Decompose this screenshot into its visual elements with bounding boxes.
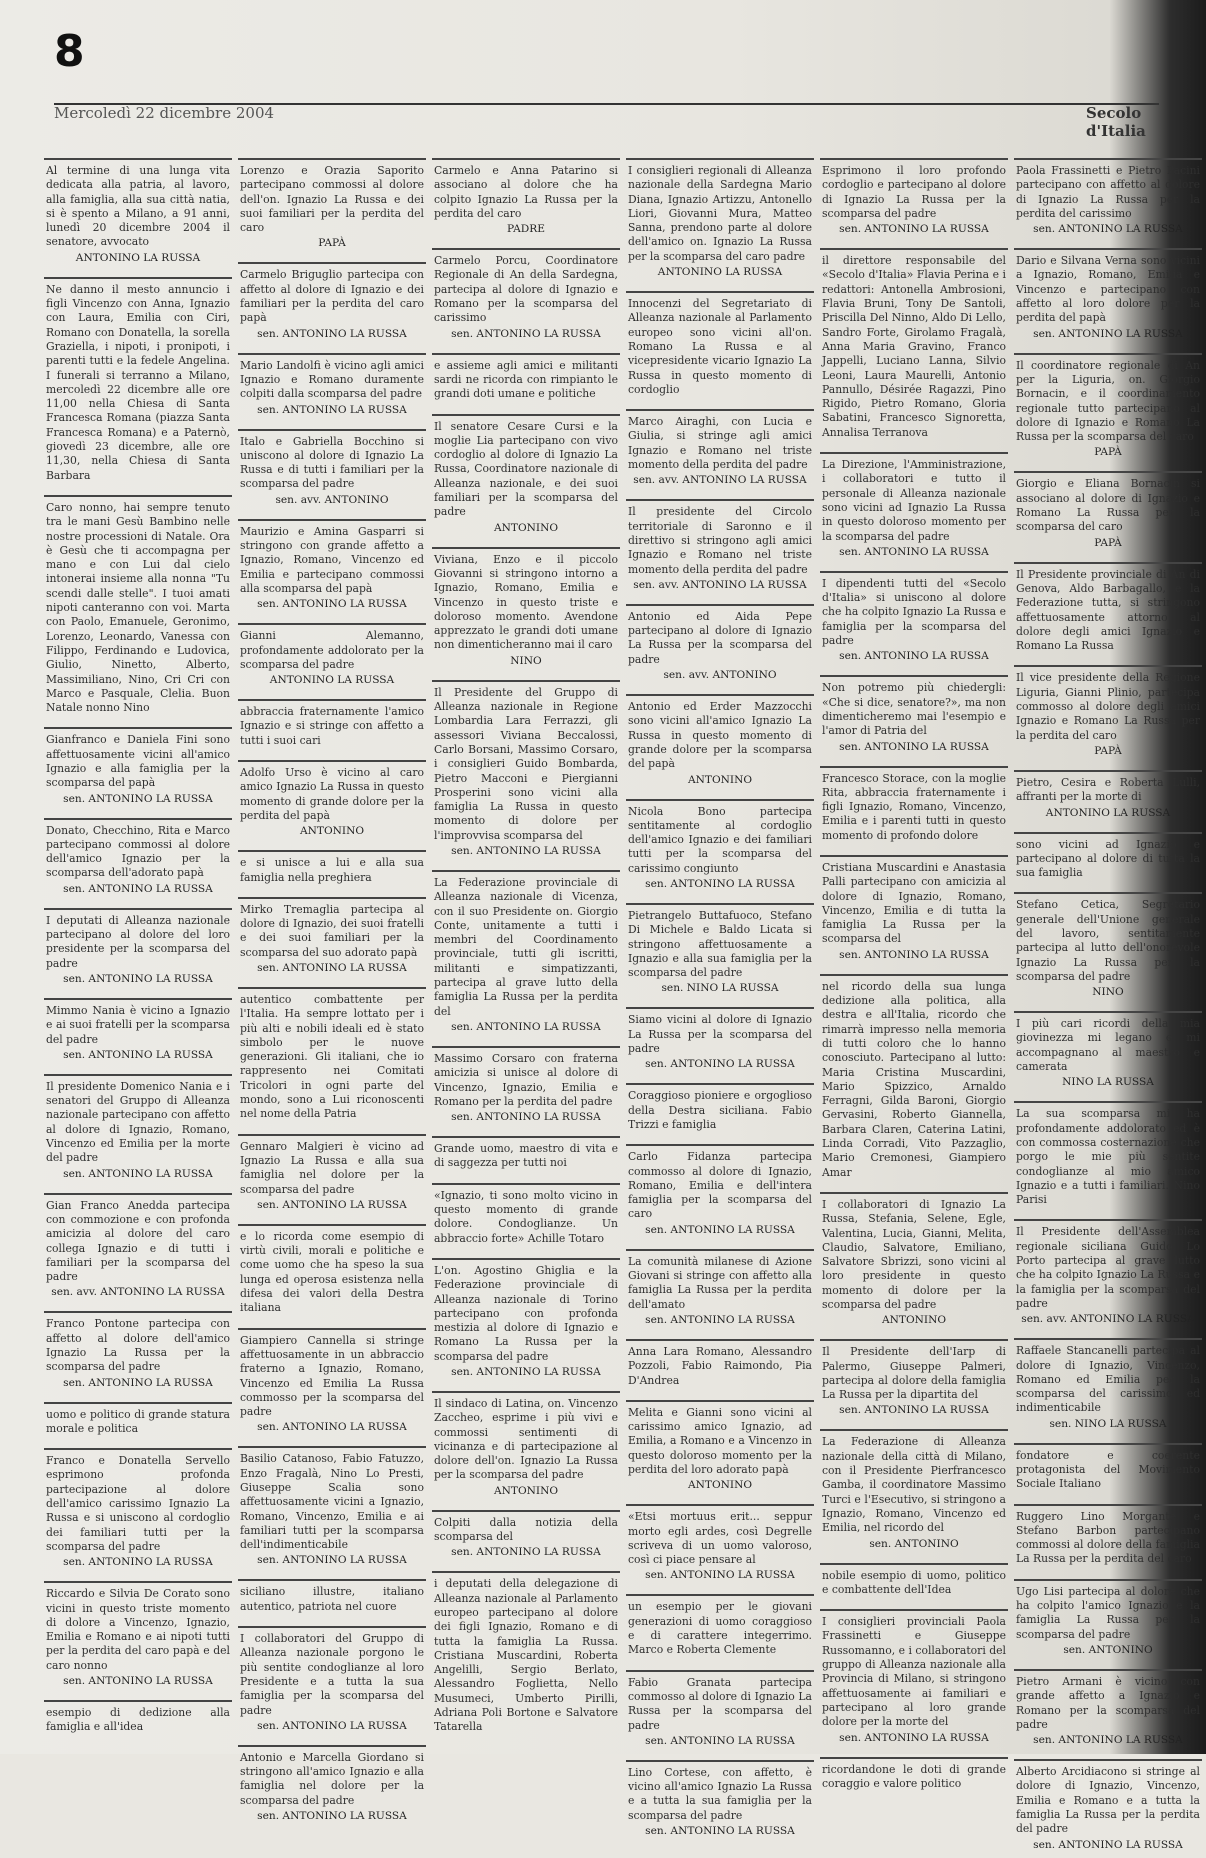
notice-text: Nicola Bono partecipa sentitamente al cordoglio dell'amico Ignazio e dei familiari tutti per la scomparsa del carissimo congiunto	[628, 804, 812, 875]
notice-signature: sen. ANTONINO LA RUSSA	[257, 1719, 407, 1732]
column-4	[626, 158, 814, 1838]
notice-signature: sen. ANTONINO LA RUSSA	[63, 792, 213, 805]
obituary-notice	[820, 766, 1008, 849]
notice-text: siciliano illustre, italiano autentico, patriota nel cuore	[240, 1585, 424, 1613]
obituary-notice	[1014, 1101, 1202, 1213]
column-1	[44, 158, 232, 1748]
obituary-notice	[432, 1136, 620, 1177]
notice-text: fondatore e coerente protagonista del Movimento Sociale Italiano	[1016, 1448, 1200, 1491]
notice-text: nel ricordo della sua lunga dedizione alla politica, alla destra e all'Italia, ricordo che rimarrà impresso nella memoria di tutti coloro che lo hanno conosciuto. Partecipano al lutto: Maria Cristina Muscardini, Mario Spizzico, Arnaldo Ferragni, Gilda Baroni, Giorgio Gervasini, Roberto Giannella, Barbara Claren, Caterina Latini, Linda Corradi, Vito Pazzaglio, Mario Cremonesi, Giampiero Amar	[822, 979, 1006, 1179]
notice-text: La Federazione provinciale di Alleanza nazionale di Vicenza, con il suo Presidente on. Giorgio Conte, unitamente a tutti i membri del Coordinamento provinciale, tutti gli iscritti, militanti e simpatizzanti, partecipa al grave lutto della famiglia La Russa per la perdita del	[434, 875, 618, 1018]
obituary-notice	[1014, 1579, 1202, 1663]
notice-signature: sen. ANTONINO LA RUSSA	[645, 1569, 795, 1582]
obituary-notice	[44, 277, 232, 489]
obituary-notice	[44, 1581, 232, 1694]
obituary-notice	[820, 1429, 1008, 1556]
obituary-notice	[820, 571, 1008, 669]
obituary-notice	[238, 1134, 426, 1218]
notice-text: Cristiana Muscardini e Anastasia Palli partecipano con amicizia al dolore di Ignazio, Romano, Vincenzo, Emilia e di tutta la famiglia La Russa per la scomparsa del	[822, 860, 1006, 946]
obituary-notice	[1014, 1011, 1202, 1095]
notice-signature: sen. ANTONINO LA RUSSA	[1033, 1734, 1183, 1747]
obituary-notice	[820, 1563, 1008, 1604]
obituary-notice	[820, 248, 1008, 446]
notice-text: Pietrangelo Buttafuoco, Stefano Di Michele e Baldo Licata si stringono affettuosamente a Ignazio e alla sua famiglia per la scomparsa del padre	[628, 908, 812, 980]
notice-signature: sen. ANTONINO LA RUSSA	[1033, 327, 1183, 340]
obituary-notice	[626, 604, 814, 688]
notice-signature: NINO	[510, 654, 542, 667]
notice-text: Non potremo più chiedergli: «Che si dice, senatore?», ma non dimenticheremo mai l'esempio e l'amor di Patria del	[822, 681, 1006, 738]
obituary-notice	[238, 1745, 426, 1829]
obituary-notice	[432, 248, 620, 346]
notice-signature: sen. ANTONINO LA RUSSA	[63, 1167, 213, 1180]
notice-text: Il Presidente dell'Assemblea regionale siciliana Guido Lo Porto partecipa al grave lutto che ha colpito Ignazio La Russa e la famiglia per la scomparsa del padre	[1016, 1225, 1200, 1310]
notice-text: Mimmo Nania è vicino a Ignazio e ai suoi fratelli per la scomparsa del padre	[46, 1003, 230, 1046]
notice-signature: sen. ANTONINO	[869, 1537, 959, 1550]
obituary-notice	[626, 1400, 814, 1498]
notice-text: Mario Landolfi è vicino agli amici Ignazio e Romano duramente colpiti dalla scomparsa del padre	[240, 358, 424, 401]
notice-text: Gianni Alemanno, profondamente addolorato per la scomparsa del padre	[240, 629, 424, 671]
notice-signature: PAPÀ	[318, 237, 346, 250]
obituary-notice	[238, 429, 426, 513]
notice-text: Italo e Gabriella Bocchino si uniscono al dolore di Ignazio La Russa e di tutti i familiari per la scomparsa del padre	[240, 434, 424, 491]
obituary-notice	[44, 727, 232, 811]
notice-signature: sen. ANTONINO LA RUSSA	[839, 1404, 989, 1417]
obituary-notice	[1014, 1504, 1202, 1573]
obituary-notice	[238, 623, 426, 693]
notice-text: Il vice presidente della Regione Liguria, Gianni Plinio, partecipa commosso al dolore degli amici Ignazio e Romano La Russa per la perdita del caro	[1016, 671, 1200, 742]
notice-text: Anna Lara Romano, Alessandro Pozzoli, Fabio Raimondo, Pia D'Andrea	[628, 1344, 812, 1387]
notice-signature: sen. ANTONINO LA RUSSA	[451, 327, 601, 340]
notice-text: Franco Pontone partecipa con affetto al dolore dell'amico Ignazio La Russa per la scomparsa del padre	[46, 1317, 230, 1374]
notice-signature: sen. ANTONINO LA RUSSA	[645, 877, 795, 890]
notice-text: Gennaro Malgieri è vicino ad Ignazio La Russa e alla sua famiglia nel dolore per la scomparsa del padre	[240, 1139, 424, 1196]
notice-signature: sen. ANTONINO LA RUSSA	[839, 1731, 989, 1744]
notice-signature: PAPÀ	[1094, 744, 1122, 757]
notice-signature: sen. ANTONINO LA RUSSA	[257, 598, 407, 611]
notice-text: e lo ricorda come esempio di virtù civili, morali e politiche e come uomo che ha speso la sua lunga ed operosa esistenza nella difesa dei valori della Destra italiana	[240, 1229, 424, 1315]
notice-text: Carmelo Porcu, Coordinatore Regionale di An della Sardegna, partecipa al dolore di Ignazio e Romano per la scomparsa del carissimo	[434, 254, 618, 325]
notice-text: Raffaele Stancanelli partecipa al dolore di Ignazio, Vincenzo, Romano ed Emilia per la scomparsa del carissimo ed indimenticabile	[1016, 1344, 1200, 1415]
notice-text: e assieme agli amici e militanti sardi ne ricorda con rimpianto le grandi doti umane e politiche	[434, 358, 618, 401]
notice-text: I consiglieri provinciali Paola Frassinetti e Giuseppe Russomanno, e i collaboratori del gruppo di Alleanza nazionale alla Provincia di Milano, si stringono affettuosamente ai familiari e partecipano al loro grande dolore per la morte del	[822, 1615, 1006, 1729]
notice-text: Il sindaco di Latina, on. Vincenzo Zaccheo, esprime i più vivi e commossi sentimenti di vicinanza e di partecipazione al dolore dell'on. Ignazio La Russa per la scomparsa del padre	[434, 1397, 618, 1482]
notice-signature: sen. ANTONINO LA RUSSA	[1033, 223, 1183, 236]
notice-text: Carlo Fidanza partecipa commosso al dolore di Ignazio, Romano, Emilia e dell'intera famiglia per la scomparsa del caro	[628, 1150, 812, 1221]
notice-signature: ANTONINO	[299, 825, 365, 838]
notice-signature: sen. ANTONINO LA RUSSA	[257, 1554, 407, 1567]
obituary-notice	[626, 1144, 814, 1242]
column-3	[432, 158, 620, 1748]
obituary-notice	[432, 414, 620, 541]
notice-text: I deputati di Alleanza nazionale partecipano al dolore del loro presidente per la scomparsa del padre	[46, 913, 230, 970]
notice-text: Carmelo e Anna Patarino si associano al dolore che ha colpito Ignazio La Russa per la perdita del caro	[434, 164, 618, 220]
obituary-notice	[626, 499, 814, 597]
notice-text: uomo e politico di grande statura morale e politica	[46, 1407, 230, 1435]
notice-text: Il presidente del Circolo territoriale di Saronno e il direttivo si stringono agli amici Ignazio e Romano nel triste momento della perdita del padre	[628, 505, 812, 576]
notice-signature: ANTONINO LA RUSSA	[1045, 806, 1171, 819]
notice-text: Al termine di una lunga vita dedicata alla patria, al lavoro, alla famiglia, alla sua città natia, si è spento a Milano, a 91 anni, lunedì 20 dicembre 2004 il senatore, avvocato	[46, 164, 230, 249]
notice-signature: sen. ANTONINO LA RUSSA	[839, 948, 989, 961]
obituary-notice	[1014, 832, 1202, 887]
notice-text: Gianfranco e Daniela Fini sono affettuosamente vicini all'amico Ignazio e alla famiglia per la scomparsa del papà	[46, 733, 230, 790]
obituary-notice	[432, 680, 620, 864]
obituary-notice	[432, 1046, 620, 1130]
notice-text: il direttore responsabile del «Secolo d'Italia» Flavia Perina e i redattori: Antonella Ambrosioni, Flavia Bruni, Tony De Santoli, Priscilla Del Ninno, Aldo Di Lello, Sandro Forte, Girolamo Fragalà, Anna Maria Gravino, Franco Jappelli, Luciano Lanna, Silvio Leoni, Laura Maurelli, Antonio Pannullo, Désirée Ragazzi, Pino Rigido, Pietro Romano, Gloria Sabatini, Francesco Signoretta, Annalisa Terranova	[822, 254, 1006, 439]
notice-signature: sen. avv. ANTONINO	[275, 493, 389, 506]
notice-text: esempio di dedizione alla famiglia e all'idea	[46, 1706, 230, 1734]
obituary-notice	[238, 1224, 426, 1322]
notice-text: abbraccia fraternamente l'amico Ignazio e si stringe con affetto a tutti i suoi cari	[240, 705, 424, 747]
notice-signature: sen. ANTONINO LA RUSSA	[451, 1546, 601, 1559]
notice-text: Basilio Catanoso, Fabio Fatuzzo, Enzo Fragalà, Nino Lo Presti, Giuseppe Scalia sono affettuosamente vicini a Ignazio, Romano, Vincenzo, Emilia e ai familiari tutti per la scomparsa dell'indimenticabile	[240, 1452, 424, 1552]
obituary-notice	[626, 1594, 814, 1663]
notice-signature: NINO	[1092, 986, 1124, 999]
notice-signature: PAPÀ	[1094, 536, 1122, 549]
notice-text: Massimo Corsaro con fraterna amicizia si unisce al dolore di Vincenzo, Ignazio, Emilia e Romano per la perdita del padre	[434, 1051, 618, 1108]
obituary-notice	[44, 998, 232, 1068]
notice-text: I collaboratori del Gruppo di Alleanza nazionale porgono le più sentite condoglianze al loro Presidente e a tutta la sua famiglia per la scomparsa del padre	[240, 1632, 424, 1717]
obituary-notice	[820, 675, 1008, 759]
obituary-notice	[626, 1083, 814, 1138]
notice-text: Pietro Armani è vicino con grande affetto a Ignazio e Romano per la scomparsa del padre	[1016, 1674, 1200, 1731]
notice-text: Francesco Storace, con la moglie Rita, abbraccia fraternamente i figli Ignazio, Romano, Vincenzo, Emilia e i parenti tutti in questo momento di profondo dolore	[822, 771, 1006, 842]
notice-text: L'on. Agostino Ghiglia e la Federazione provinciale di Alleanza nazionale di Torino partecipano con profonda mestizia al dolore di Ignazio e Romano La Russa per la scomparsa del padre	[434, 1263, 618, 1363]
masthead: Secolo d'Italia	[1086, 104, 1146, 140]
notice-text: autentico combattente per l'Italia. Ha sempre lottato per i più alti e nobili ideali ed è stato simbolo per le nuove generazioni. Gli italiani, che io rappresento nei Comitati Tricolori in ogni parte del mondo, sono a Lui riconoscenti nel nome della Patria	[240, 992, 424, 1121]
notice-text: Giorgio e Eliana Bornacin si associano al dolore di Ignazio e Romano La Russa per la scomparsa del caro	[1016, 477, 1200, 534]
obituary-notice	[432, 353, 620, 408]
notice-text: Paola Frassinetti e Pietro Pacini partecipano con affetto al dolore di Ignazio La Russa per la perdita del carissimo	[1016, 164, 1200, 220]
obituary-notice	[238, 850, 426, 891]
obituary-notice	[626, 1249, 814, 1333]
notice-signature: sen. ANTONINO LA RUSSA	[63, 972, 213, 985]
notice-signature: sen. ANTONINO LA RUSSA	[257, 327, 407, 340]
obituary-notice	[1014, 248, 1202, 346]
obituary-notice	[820, 855, 1008, 968]
obituary-notice	[432, 1510, 620, 1566]
notice-text: La comunità milanese di Azione Giovani si stringe con affetto alla famiglia La Russa per la perdita dell'amato	[628, 1254, 812, 1311]
obituary-notice	[1014, 665, 1202, 763]
obituary-notice	[432, 1183, 620, 1252]
notice-text: Mirko Tremaglia partecipa al dolore di Ignazio, dei suoi fratelli e dei suoi familiari per la scomparsa del suo adorato papà	[240, 902, 424, 959]
notice-signature: ANTONINO LA RUSSA	[75, 251, 201, 264]
obituary-notice	[626, 694, 814, 792]
notice-signature: sen. NINO LA RUSSA	[661, 982, 779, 995]
notice-text: Il presidente Domenico Nania e i senatori del Gruppo di Alleanza nazionale partecipano con affetto al dolore di Ignazio, Romano, Vincenzo ed Emilia per la morte del padre	[46, 1079, 230, 1165]
notice-signature: ANTONINO	[881, 1314, 947, 1327]
obituary-notice	[238, 699, 426, 754]
notice-signature: sen. avv. ANTONINO LA RUSSA	[1021, 1313, 1195, 1326]
obituary-notice	[1014, 1443, 1202, 1498]
obituary-notice	[1014, 158, 1202, 242]
obituary-notice	[626, 158, 814, 285]
obituary-notice	[1014, 471, 1202, 555]
notice-signature: sen. ANTONINO LA RUSSA	[257, 1421, 407, 1434]
issue-date: Mercoledì 22 dicembre 2004	[54, 104, 275, 122]
notice-text: Caro nonno, hai sempre tenuto tra le mani Gesù Bambino nelle nostre processioni di Natale. Ora è Gesù che ti accompagna per mano e con Lui dal cielo intonerai insieme alla nonna "Tu scendi dalle stelle". I tuoi amati nipoti canteranno con voi. Marta con Paolo, Emanuele, Geronimo, Lorenzo, Leonardo, Vanessa con Filippo, Ferdinando e Ludovica, Giulio, Ninetto, Alberto, Massimiliano, Nino, Cri Cri con Marco e Pasquale, Clelia. Buon Natale nonno Nino	[46, 500, 230, 715]
obituary-notice	[44, 908, 232, 992]
obituary-columns	[44, 158, 1200, 1851]
obituary-notice	[44, 1448, 232, 1575]
notice-text: Antonio ed Aida Pepe partecipano al dolore di Ignazio La Russa per la scomparsa del padre	[628, 609, 812, 666]
obituary-notice	[1014, 1338, 1202, 1436]
notice-text: Il Presidente provinciale di An di Genova, Aldo Barbagallo, e la Federazione tutta, si stringono affettuosamente attorno al dolore degli amici Ignazio e Romano La Russa	[1016, 567, 1200, 653]
notice-signature: sen. ANTONINO LA RUSSA	[839, 650, 989, 663]
obituary-notice	[1014, 770, 1202, 826]
notice-signature: PAPÀ	[1094, 446, 1122, 459]
notice-signature: sen. NINO LA RUSSA	[1049, 1417, 1167, 1430]
obituary-notice	[238, 158, 426, 256]
notice-text: Alberto Arcidiacono si stringe al dolore di Ignazio, Vincenzo, Emilia e Romano e a tutta la famiglia La Russa per la perdita del padre	[1016, 1765, 1200, 1836]
notice-text: Ugo Lisi partecipa al dolore che ha colpito l'amico Ignazio e la famiglia La Russa per la scomparsa del padre	[1016, 1584, 1200, 1641]
column-6	[1014, 158, 1202, 1851]
obituary-notice	[626, 291, 814, 403]
notice-signature: ANTONINO	[493, 1484, 559, 1497]
obituary-notice	[44, 818, 232, 902]
column-2	[238, 158, 426, 1823]
obituary-notice	[238, 1446, 426, 1573]
notice-signature: sen. avv. ANTONINO	[663, 669, 777, 682]
obituary-notice	[1014, 1219, 1202, 1332]
obituary-notice	[626, 1339, 814, 1394]
notice-signature: ANTONINO LA RUSSA	[657, 266, 783, 279]
notice-text: sono vicini ad Ignazio e partecipano al dolore di tutta la sua famiglia	[1016, 837, 1200, 880]
notice-signature: sen. ANTONINO LA RUSSA	[63, 882, 213, 895]
notice-text: Il senatore Cesare Cursi e la moglie Lia partecipano con vivo cordoglio al dolore di Ignazio La Russa, Coordinatore nazionale di Alleanza nazionale, e dei suoi familiari per la scomparsa del padre	[434, 419, 618, 519]
notice-text: Lorenzo e Orazia Saporito partecipano commossi al dolore dell'on. Ignazio La Russa e dei suoi familiari per la perdita del caro	[240, 164, 424, 235]
notice-signature: ANTONINO	[687, 773, 753, 786]
obituary-notice	[432, 1258, 620, 1385]
notice-text: I dipendenti tutti del «Secolo d'Italia» si uniscono al dolore che ha colpito Ignazio La Russa e famiglia per la scomparsa del padre	[822, 576, 1006, 648]
obituary-notice	[432, 158, 620, 242]
notice-text: Carmelo Briguglio partecipa con affetto al dolore di Ignazio e dei familiari per la perdita del caro papà	[240, 268, 424, 325]
notice-text: La sua scomparsa mi ha profondamente addolorato ed è con commossa costernazione che porgo le mie più sentite condoglianze al mio amico Ignazio e a tutti i familiari. Nino Parisi	[1016, 1107, 1200, 1207]
obituary-notice	[626, 1670, 814, 1754]
notice-signature: sen. ANTONINO LA RUSSA	[839, 740, 989, 753]
notice-signature: sen. avv. ANTONINO LA RUSSA	[51, 1286, 225, 1299]
notice-signature: sen. ANTONINO LA RUSSA	[257, 1810, 407, 1823]
notice-signature: sen. ANTONINO LA RUSSA	[451, 1111, 601, 1124]
obituary-notice	[44, 495, 232, 721]
obituary-notice	[820, 1339, 1008, 1423]
obituary-notice	[626, 903, 814, 1001]
obituary-notice	[238, 1328, 426, 1441]
obituary-notice	[1014, 353, 1202, 466]
notice-signature: sen. ANTONINO LA RUSSA	[63, 1675, 213, 1688]
notice-text: I collaboratori di Ignazio La Russa, Stefania, Selene, Egle, Valentina, Lucia, Gianni, Melita, Claudio, Salvatore, Emiliano, Salvatore Sbrizzi, sono vicini al loro presidente in questo momento di dolore per la scomparsa del padre	[822, 1197, 1006, 1311]
notice-text: Donato, Checchino, Rita e Marco partecipano commossi al dolore dell'amico Ignazio per la scomparsa dell'adorato papà	[46, 823, 230, 880]
notice-signature: sen. ANTONINO LA RUSSA	[451, 844, 601, 857]
notice-text: i deputati della delegazione di Alleanza nazionale al Parlamento europeo partecipano al dolore dei figli Ignazio, Romano e di tutta la famiglia La Russa. Cristiana Muscardini, Roberta Angelilli, Sergio Berlato, Alessandro Foglietta, Nello Musumeci, Umberto Pirilli, Adriana Poli Bortone e Salvatore Tatarella	[434, 1577, 618, 1734]
obituary-notice	[238, 987, 426, 1128]
notice-text: Maurizio e Amina Gasparri si stringono con grande affetto a Ignazio, Romano, Vincenzo ed Emilia e partecipano commossi alla scomparsa del papà	[240, 524, 424, 595]
obituary-notice	[44, 1193, 232, 1306]
page-number: 8	[54, 26, 85, 77]
notice-text: Viviana, Enzo e il piccolo Giovanni si stringono intorno a Ignazio, Romano, Emilia e Vincenzo in questo triste e doloroso momento. Avendone apprezzato le grandi doti umane non dimenticheranno mai il caro	[434, 552, 618, 652]
notice-text: «Ignazio, ti sono molto vicino in questo momento di grande dolore. Condoglianze. Un abbraccio forte» Achille Totaro	[434, 1188, 618, 1245]
notice-text: Siamo vicini al dolore di Ignazio La Russa per la scomparsa del padre	[628, 1013, 812, 1056]
notice-signature: sen. ANTONINO	[1063, 1643, 1153, 1656]
notice-text: Il coordinatore regionale di An per la Liguria, on. Giorgio Bornacin, e il coordinamento regionale tutto partecipano al dolore di Ignazio e Romano La Russa per la scomparsa del caro	[1016, 358, 1200, 444]
notice-signature: sen. avv. ANTONINO LA RUSSA	[633, 474, 807, 487]
notice-text: I consiglieri regionali di Alleanza nazionale della Sardegna Mario Diana, Ignazio Artizzu, Antonello Liori, Giovanni Mura, Matteo Sanna, prendono parte al dolore dell'amico on. Ignazio La Russa per la scomparsa del caro padre	[628, 164, 812, 263]
notice-text: La Federazione di Alleanza nazionale della città di Milano, con il Presidente Pierfrancesco Gamba, il coordinatore Massimo Turci e l'Esecutivo, si stringono a Ignazio, Romano, Vincenzo ed Emilia, nel ricordo del	[822, 1435, 1006, 1535]
obituary-notice	[820, 1757, 1008, 1798]
obituary-notice	[238, 760, 426, 844]
notice-text: Riccardo e Silvia De Corato sono vicini in questo triste momento di dolore a Vincenzo, Ignazio, Emilia e Romano e ai nipoti tutti per la perdita del caro papà e del caro nonno	[46, 1587, 230, 1672]
notice-text: Fabio Granata partecipa commosso al dolore di Ignazio La Russa per la scomparsa del padre	[628, 1675, 812, 1732]
notice-signature: sen. ANTONINO LA RUSSA	[645, 1734, 795, 1747]
notice-signature: sen. ANTONINO LA RUSSA	[645, 1313, 795, 1326]
obituary-notice	[44, 1700, 232, 1741]
notice-text: Stefano Cetica, Segretario generale dell'Unione generale del lavoro, sentitamente partecipa al lutto dell'onorevole Ignazio La Russa per la scomparsa del padre	[1016, 898, 1200, 983]
notice-text: Grande uomo, maestro di vita e di saggezza per tutti noi	[434, 1142, 618, 1170]
notice-text: Colpiti dalla notizia della scomparsa del	[434, 1515, 618, 1544]
obituary-notice	[1014, 562, 1202, 660]
obituary-notice	[432, 547, 620, 674]
notice-text: Marco Airaghi, con Lucia e Giulia, si stringe agli amici Ignazio e Romano nel triste momento della perdita del padre	[628, 415, 812, 472]
obituary-notice	[1014, 892, 1202, 1005]
notice-signature: sen. ANTONINO LA RUSSA	[451, 1366, 601, 1378]
obituary-notice	[238, 519, 426, 617]
notice-text: e si unisce a lui e alla sua famiglia nella preghiera	[240, 856, 424, 884]
notice-text: Giampiero Cannella si stringe affettuosamente in un abbraccio fraterno a Ignazio, Romano, Vincenzo ed Emilia La Russa commosso per la scomparsa del padre	[240, 1333, 424, 1419]
obituary-notice	[44, 1402, 232, 1443]
notice-text: un esempio per le giovani generazioni di uomo coraggioso e di carattere integerrimo. Marco e Roberta Clemente	[628, 1600, 812, 1657]
notice-signature: NINO LA RUSSA	[1062, 1076, 1154, 1089]
obituary-notice	[238, 353, 426, 423]
notice-text: Il Presidente del Gruppo di Alleanza nazionale in Regione Lombardia Lara Ferrazzi, gli assessori Viviana Beccalossi, Carlo Borsani, Massimo Corsaro, i consiglieri Guido Bombarda, Pietro Macconi e Piergianni Prosperini sono vicini alla famiglia La Russa in questo momento di dolore per l'improvvisa scomparsa del	[434, 685, 618, 842]
notice-signature: sen. ANTONINO LA RUSSA	[63, 1556, 213, 1569]
obituary-notice	[626, 1760, 814, 1844]
notice-text: Gian Franco Anedda partecipa con commozione e con profonda amicizia al dolore del caro collega Ignazio e di tutti i familiari per la scomparsa del padre	[46, 1198, 230, 1284]
notice-signature: PADRE	[506, 223, 545, 236]
notice-text: nobile esempio di uomo, politico e combattente dell'Idea	[822, 1568, 1006, 1596]
obituary-notice	[432, 870, 620, 1040]
obituary-notice	[626, 1504, 814, 1588]
obituary-notice	[44, 1311, 232, 1395]
notice-signature: sen. ANTONINO LA RUSSA	[451, 1020, 601, 1033]
obituary-notice	[44, 1074, 232, 1187]
obituary-notice	[238, 1626, 426, 1739]
notice-signature: sen. ANTONINO LA RUSSA	[1033, 1838, 1183, 1851]
obituary-notice	[820, 452, 1008, 565]
notice-signature: sen. ANTONINO LA RUSSA	[645, 1223, 795, 1236]
notice-text: I più cari ricordi della mia giovinezza mi legano e mi accompagnano al maestro e camerata	[1016, 1017, 1200, 1074]
notice-signature: sen. ANTONINO LA RUSSA	[257, 1198, 407, 1211]
notice-text: Coraggioso pioniere e orgoglioso della Destra siciliana. Fabio Trizzi e famiglia	[628, 1089, 812, 1131]
obituary-notice	[820, 158, 1008, 242]
notice-text: Pietro, Cesira e Roberta Lulli, affranti per la morte di	[1016, 775, 1200, 804]
notice-signature: sen. ANTONINO LA RUSSA	[257, 403, 407, 416]
notice-text: Franco e Donatella Servello esprimono profonda partecipazione al dolore dell'amico carissimo Ignazio La Russa e si uniscono al cordoglio dei familiari tutti per la scomparsa del padre	[46, 1454, 230, 1553]
notice-text: Dario e Silvana Verna sono vicini a Ignazio, Romano, Emilia e Vincenzo e partecipano con affetto al loro dolore per la perdita del papà	[1016, 254, 1200, 325]
notice-signature: sen. ANTONINO LA RUSSA	[839, 223, 989, 236]
notice-signature: sen. ANTONINO LA RUSSA	[645, 1058, 795, 1071]
notice-text: «Etsi mortuus erit... seppur morto egli ardes, così Degrelle scriveva di un uomo valoroso, così ci piace pensare al	[628, 1510, 812, 1567]
obituary-notice	[238, 897, 426, 981]
obituary-notice	[432, 1391, 620, 1504]
column-5	[820, 158, 1008, 1790]
notice-text: Esprimono il loro profondo cordoglio e partecipano al dolore di Ignazio La Russa per la scomparsa del padre	[822, 164, 1006, 220]
obituary-notice	[626, 409, 814, 493]
obituary-notice	[432, 1571, 620, 1740]
notice-signature: sen. ANTONINO LA RUSSA	[63, 1048, 213, 1061]
obituary-notice	[820, 1609, 1008, 1750]
notice-text: Innocenzi del Segretariato di Alleanza nazionale al Parlamento europeo sono vicini all'on. Romano La Russa e al vicepresidente vicario Ignazio La Russa in questo momento di cordoglio	[628, 297, 812, 396]
notice-text: Ne danno il mesto annuncio i figli Vincenzo con Anna, Ignazio con Laura, Emilia con Ciri, Romano con Donatella, la sorella Graziella, i nipoti, i pronipoti, i parenti tutti e la fedele Angelina. I funerali si terranno a Milano, mercoledì 22 dicembre alle ore 11,00 nella Chiesa di Santa Francesca Romana (piazza Santa Francesca Romana) e a Paternò, giovedì 23 dicembre, alle ore 11,30, nella Chiesa di Santa Barbara	[46, 282, 230, 482]
notice-text: Il Presidente dell'Iarp di Palermo, Giuseppe Palmeri, partecipa al dolore della famiglia La Russa per la dipartita del	[822, 1345, 1006, 1402]
obituary-notice	[238, 1579, 426, 1620]
notice-text: Antonio e Marcella Giordano si stringono all'amico Ignazio e alla famiglia nel dolore per la scomparsa del padre	[240, 1750, 424, 1807]
notice-signature: ANTONINO	[687, 1479, 753, 1492]
notice-text: Antonio ed Erder Mazzocchi sono vicini all'amico Ignazio La Russa in questo momento di grande dolore per la scomparsa del papà	[628, 700, 812, 771]
notice-signature: sen. ANTONINO LA RUSSA	[839, 545, 989, 558]
notice-signature: ANTONINO LA RUSSA	[269, 674, 395, 687]
obituary-notice	[1014, 1759, 1202, 1857]
notice-text: ricordandone le doti di grande coraggio e valore politico	[822, 1762, 1006, 1790]
notice-text: La Direzione, l'Amministrazione, i collaboratori e tutto il personale di Alleanza nazionale sono vicini ad Ignazio La Russa in questo doloroso momento per la scomparsa del padre	[822, 458, 1006, 543]
notice-signature: sen. avv. ANTONINO LA RUSSA	[633, 578, 807, 591]
notice-signature: ANTONINO	[493, 521, 559, 534]
obituary-notice	[820, 974, 1008, 1186]
obituary-notice	[626, 799, 814, 897]
notice-signature: sen. ANTONINO LA RUSSA	[257, 961, 407, 974]
notice-signature: sen. ANTONINO LA RUSSA	[63, 1376, 213, 1389]
notice-text: Melita e Gianni sono vicini al carissimo amico Ignazio, ad Emilia, a Romano e a Vincenzo in questo doloroso momento per la perdita del loro adorato papà	[628, 1405, 812, 1476]
obituary-notice	[1014, 1669, 1202, 1753]
obituary-notice	[820, 1192, 1008, 1333]
notice-text: Ruggero Lino Morgante e Stefano Barbon partecipano commossi al dolore della famiglia La Russa per la perdita del caro	[1016, 1509, 1200, 1566]
obituary-notice	[626, 1007, 814, 1077]
notice-signature: sen. ANTONINO LA RUSSA	[645, 1825, 795, 1838]
obituary-notice	[238, 262, 426, 346]
notice-text: Lino Cortese, con affetto, è vicino all'amico Ignazio La Russa e a tutta la sua famiglia per la scomparsa del padre	[628, 1765, 812, 1822]
notice-text: Adolfo Urso è vicino al caro amico Ignazio La Russa in questo momento di grande dolore per la perdita del papà	[240, 766, 424, 822]
obituary-notice	[44, 158, 232, 271]
